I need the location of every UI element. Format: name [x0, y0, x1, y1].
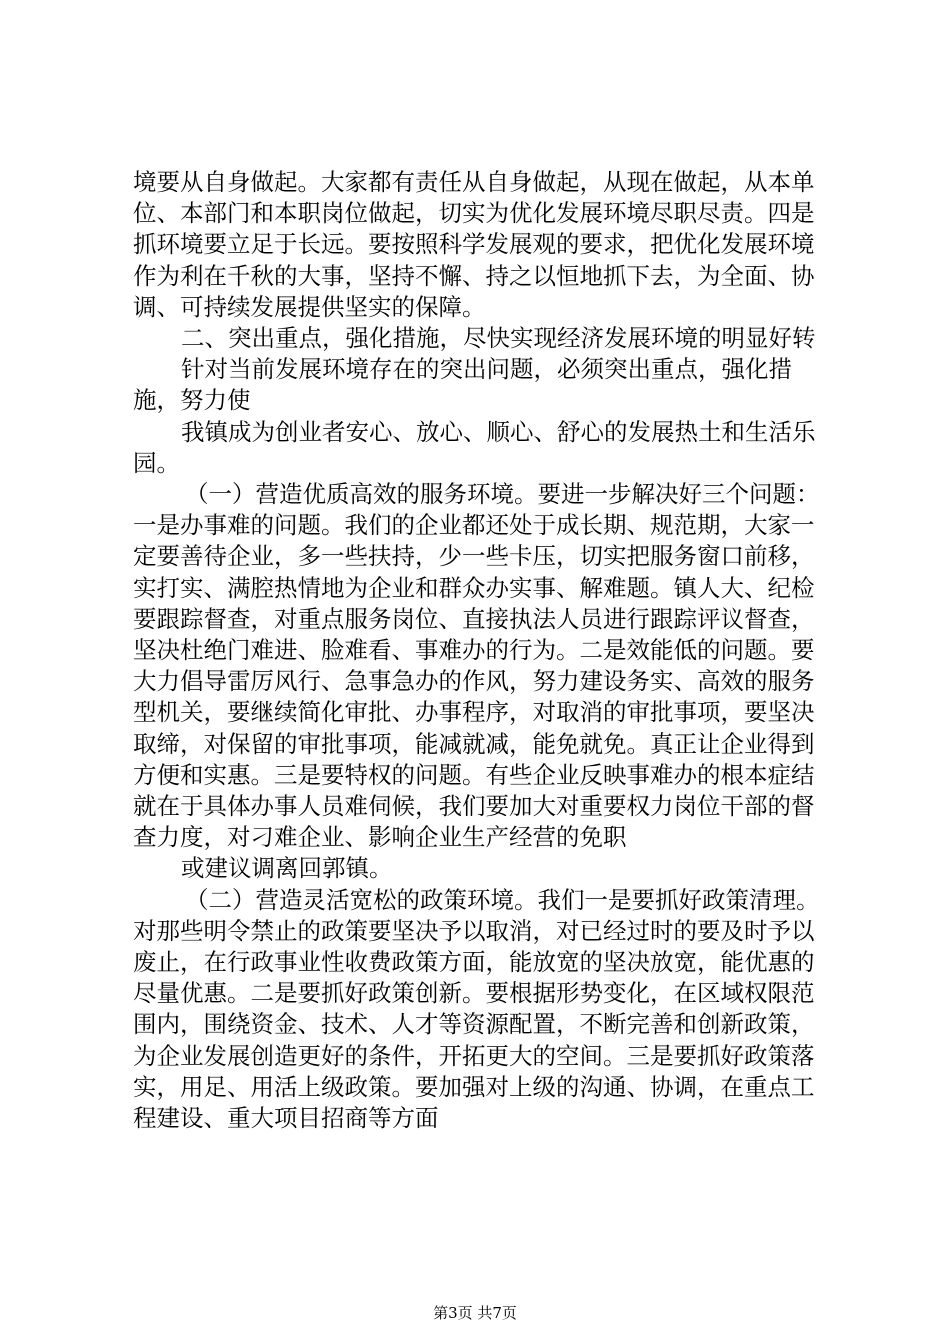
document-body [133, 167, 833, 1134]
paragraph-6: 或建议调离回郭镇。 [181, 854, 393, 883]
paragraph-subsection-1: （一）营造优质高效的服务环境。要进一步解决好三个问题：一是办事难的问题。我们的企业都还处于成长期、规范期，大家一定要善待企业，多一些扶持，少一些卡压，切实把服务窗口前移，实打实、满腔热情地为企业和群众办实事、解难题。镇人大、纪检要跟踪督查，对重点服务岗位、直接执法人员进行跟踪评议督查，坚决杜绝门难进、脸难看、事难办的行为。二是效能低的问题。要大力倡导雷厉风行、急事急办的作风，努力建设务实、高效的服务型机关，要继续简化审批、办事程序，对取消的审批事项，要坚决取缔，对保留的审批事项，能减就减，能免就免。真正让企业得到方便和实惠。三是要特权的问题。有些企业反映事难办的根本症结就在于具体办事人员难伺候，我们要加大对重要权力岗位干部的督查力度，对刁难企业、影响企业生产经营的免职 [133, 480, 820, 852]
paragraph-3: 针对当前发展环境存在的突出问题，必须突出重点，强化措施，努力使 [133, 355, 792, 415]
section-heading-2: 二、突出重点，强化措施，尽快实现经济发展环境的明显好转 [181, 324, 816, 353]
paragraph-1: 境要从自身做起。大家都有责任从自身做起，从现在做起，从本单位、本部门和本职岗位做起，切实为优化发展环境尽职尽责。四是抓环境要立足于长远。要按照科学发展观的要求，把优化发展环境作为利在千秋的大事，坚持不懈、持之以恒地抓下去，为全面、协调、可持续发展提供坚实的保障。 [133, 168, 815, 321]
paragraph-4: 我镇成为创业者安心、放心、顺心、舒心的发展热土和生活乐园。 [133, 417, 816, 477]
page-number-footer: 第3页 共7页 [433, 1304, 517, 1322]
paragraph-subsection-2: （二）营造灵活宽松的政策环境。我们一是要抓好政策清理。对那些明令禁止的政策要坚决予以取消，对已经过时的要及时予以废止，在行政事业性收费政策方面，能放宽的坚决放宽，能优惠的尽量优惠。二是要抓好政策创新。要根据形势变化，在区域权限范围内，围绕资金、技术、人才等资源配置，不断完善和创新政策，为企业发展创造更好的条件，开拓更大的空间。三是要抓好政策落实，用足、用活上级政策。要加强对上级的沟通、协调，在重点工程建设、重大项目招商等方面 [133, 885, 820, 1133]
